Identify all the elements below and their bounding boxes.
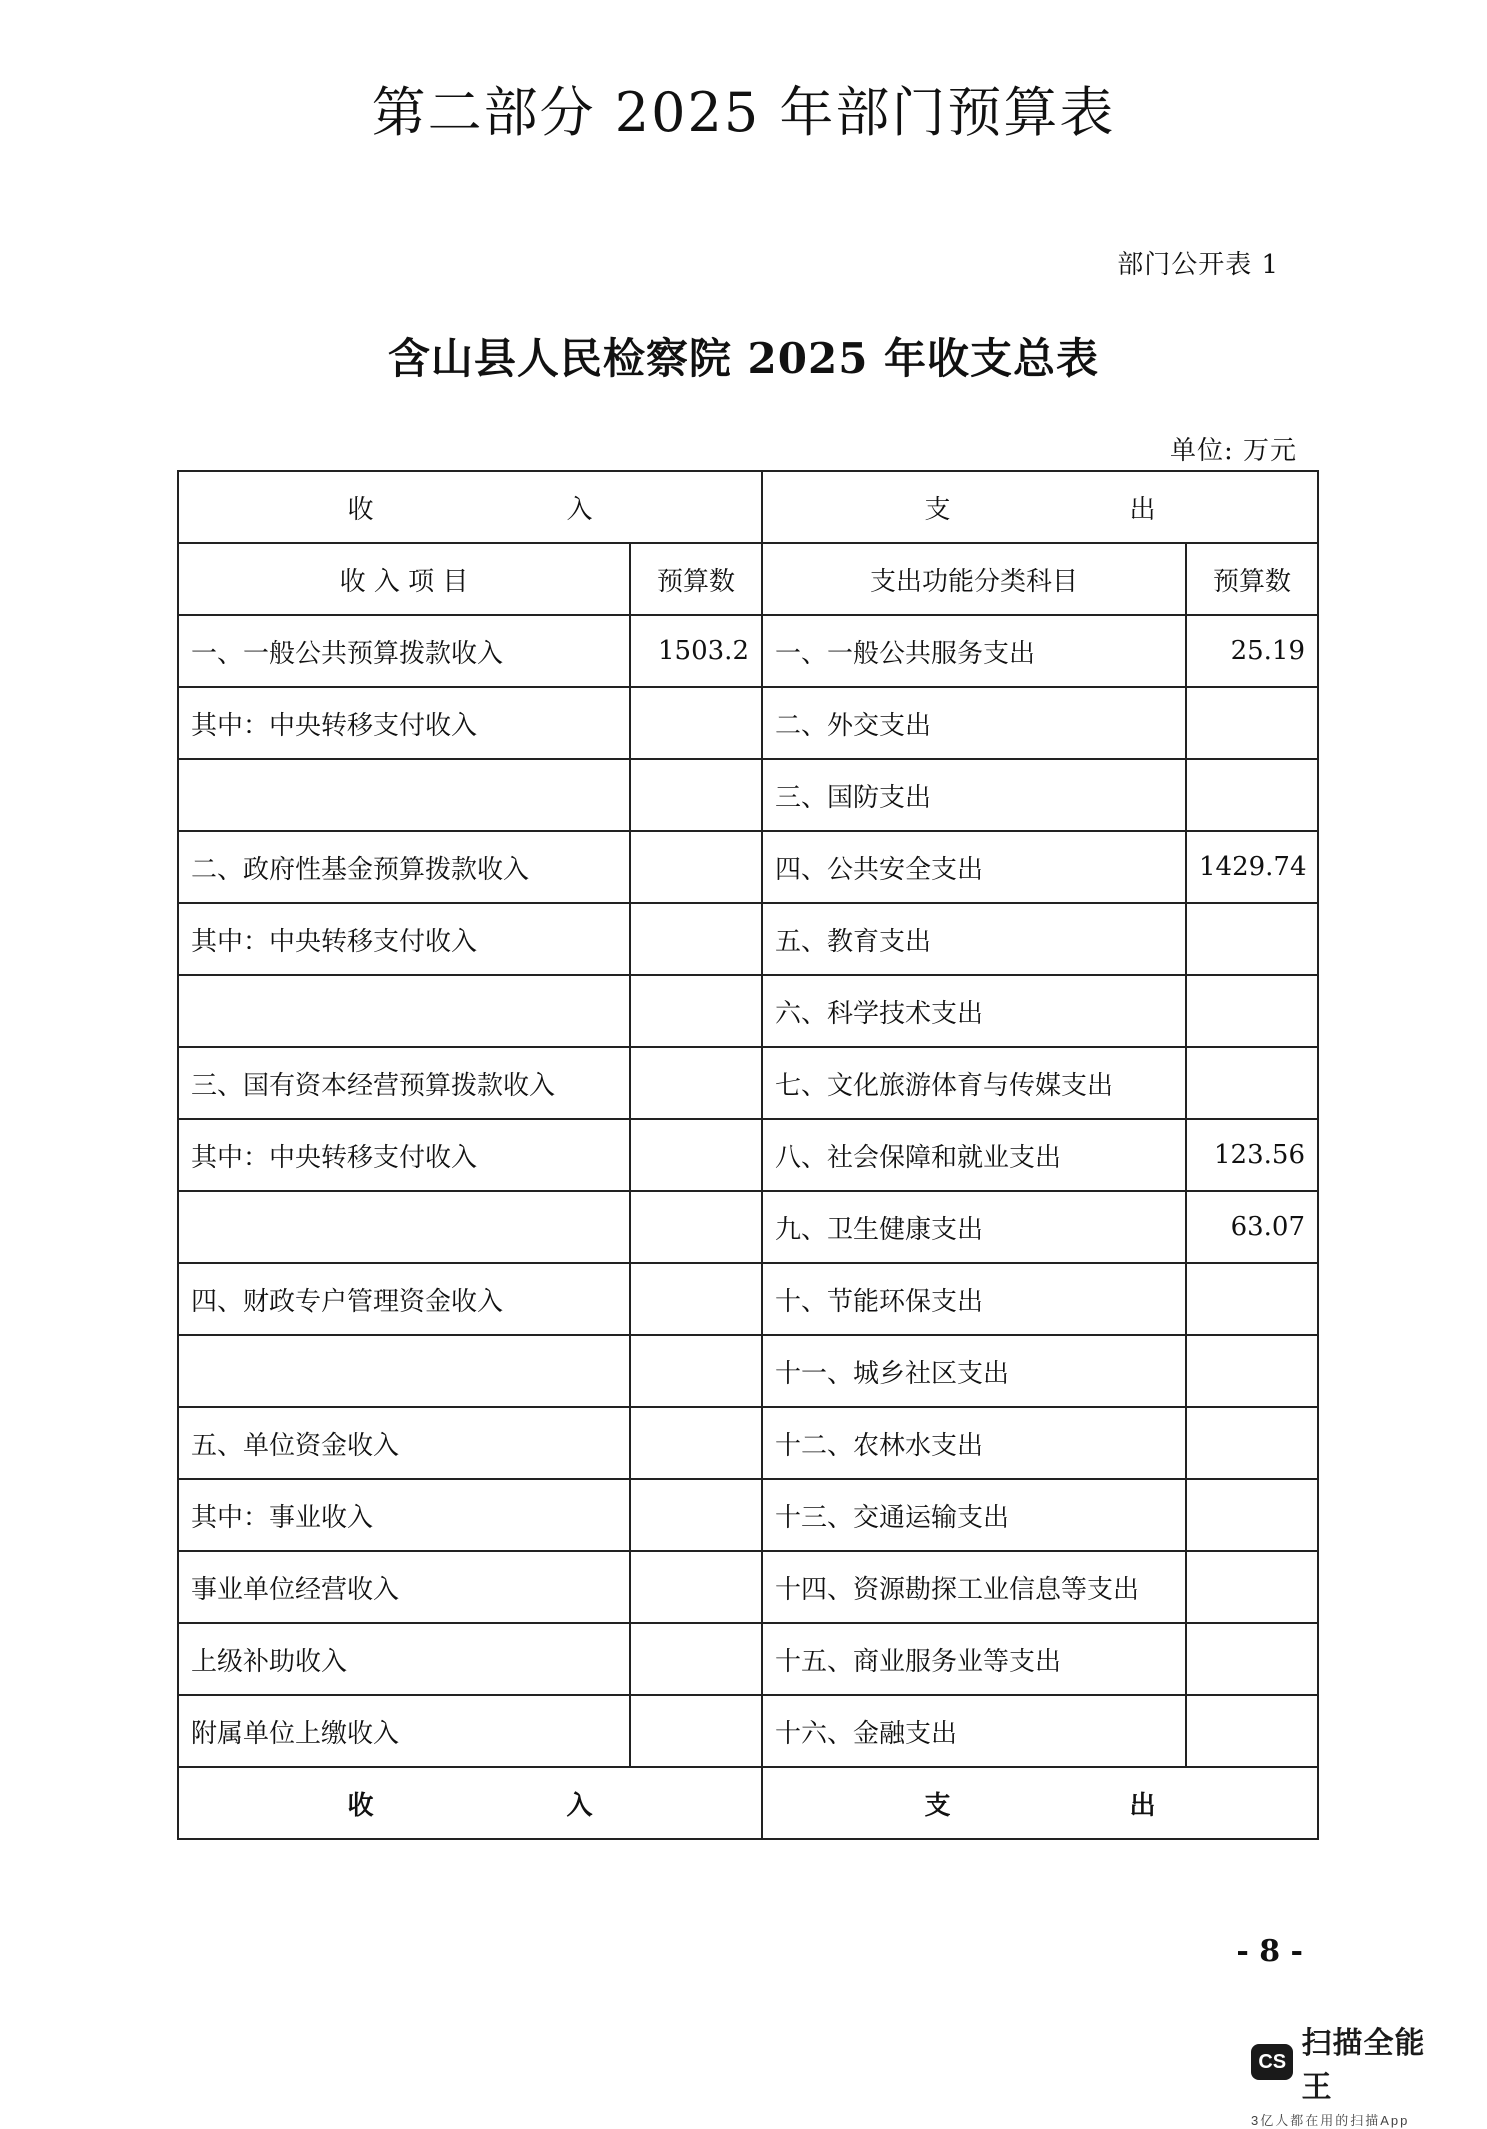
expense-value-cell: 25.19 bbox=[1186, 615, 1318, 687]
expense-value-cell bbox=[1186, 1695, 1318, 1767]
income-item-cell: 一、一般公共预算拨款收入 bbox=[178, 615, 630, 687]
expense-value-cell bbox=[1186, 1551, 1318, 1623]
table-row bbox=[178, 1551, 1318, 1623]
table-row bbox=[178, 1407, 1318, 1479]
expense-header-char-1: 支 bbox=[924, 494, 951, 525]
watermark-slogan: 3亿人都在用的扫描App bbox=[1251, 2113, 1410, 2128]
expense-footer-header bbox=[762, 1767, 1318, 1839]
expense-value-cell bbox=[1186, 1479, 1318, 1551]
table-row bbox=[178, 831, 1318, 903]
table-title: 含山县人民检察院 2025 年收支总表 bbox=[387, 334, 1100, 383]
income-value-cell bbox=[630, 1479, 762, 1551]
income-footer-header bbox=[178, 1767, 762, 1839]
income-item-header: 收 入 项 目 bbox=[178, 543, 630, 615]
expense-item-cell: 四、公共安全支出 bbox=[762, 831, 1186, 903]
footer-section-row bbox=[178, 1767, 1318, 1839]
income-value-cell bbox=[630, 1191, 762, 1263]
table-row bbox=[178, 1335, 1318, 1407]
expense-item-cell: 十一、城乡社区支出 bbox=[762, 1335, 1186, 1407]
income-item-cell: 上级补助收入 bbox=[178, 1623, 630, 1695]
expense-value-cell bbox=[1186, 759, 1318, 831]
expense-item-cell: 十六、金融支出 bbox=[762, 1695, 1186, 1767]
table-row bbox=[178, 687, 1318, 759]
income-budget-header: 预算数 bbox=[630, 543, 762, 615]
expense-item-cell: 十五、商业服务业等支出 bbox=[762, 1623, 1186, 1695]
income-item-cell: 其中：事业收入 bbox=[178, 1479, 630, 1551]
income-value-cell: 1503.2 bbox=[630, 615, 762, 687]
expense-value-cell bbox=[1186, 903, 1318, 975]
table-row bbox=[178, 1119, 1318, 1191]
column-header-row bbox=[178, 543, 1318, 615]
expense-value-cell bbox=[1186, 1047, 1318, 1119]
income-header-char-2: 入 bbox=[566, 494, 593, 525]
expense-item-cell: 六、科学技术支出 bbox=[762, 975, 1186, 1047]
table-row bbox=[178, 615, 1318, 687]
income-item-cell: 其中：中央转移支付收入 bbox=[178, 687, 630, 759]
income-value-cell bbox=[630, 1551, 762, 1623]
table-row bbox=[178, 903, 1318, 975]
income-item-cell: 五、单位资金收入 bbox=[178, 1407, 630, 1479]
income-value-cell bbox=[630, 1407, 762, 1479]
expense-section-header bbox=[762, 471, 1318, 543]
income-value-cell bbox=[630, 975, 762, 1047]
table-row bbox=[178, 1479, 1318, 1551]
page-number: - 8 - bbox=[1236, 1934, 1303, 1969]
income-item-cell: 其中：中央转移支付收入 bbox=[178, 903, 630, 975]
watermark-brand-row bbox=[1251, 2018, 1451, 2106]
table-row bbox=[178, 1191, 1318, 1263]
camscanner-logo-icon: CS bbox=[1251, 2044, 1293, 2080]
expense-footer-char-2: 出 bbox=[1129, 1790, 1156, 1821]
income-value-cell bbox=[630, 1047, 762, 1119]
income-value-cell bbox=[630, 1335, 762, 1407]
income-footer-char-2: 入 bbox=[566, 1790, 593, 1821]
watermark-brand: 扫描全能王 bbox=[1301, 2027, 1426, 2104]
unit-label: 单位: 万元 bbox=[1169, 436, 1297, 466]
expense-value-cell bbox=[1186, 1335, 1318, 1407]
expense-item-cell: 五、教育支出 bbox=[762, 903, 1186, 975]
expense-value-cell: 123.56 bbox=[1186, 1119, 1318, 1191]
budget-table-body bbox=[178, 471, 1318, 1839]
expense-item-cell: 九、卫生健康支出 bbox=[762, 1191, 1186, 1263]
table-row bbox=[178, 1695, 1318, 1767]
section-header-row bbox=[178, 471, 1318, 543]
income-item-cell: 附属单位上缴收入 bbox=[178, 1695, 630, 1767]
income-item-cell: 其中：中央转移支付收入 bbox=[178, 1119, 630, 1191]
income-item-cell bbox=[178, 1335, 630, 1407]
table-row bbox=[178, 1047, 1318, 1119]
income-value-cell bbox=[630, 1695, 762, 1767]
expense-value-cell bbox=[1186, 1407, 1318, 1479]
table-number: 部门公开表 1 bbox=[1117, 250, 1279, 280]
income-value-cell bbox=[630, 1119, 762, 1191]
income-section-header bbox=[178, 471, 762, 543]
table-row bbox=[178, 759, 1318, 831]
expense-value-cell bbox=[1186, 975, 1318, 1047]
expense-item-cell: 七、文化旅游体育与传媒支出 bbox=[762, 1047, 1186, 1119]
income-item-cell: 四、财政专户管理资金收入 bbox=[178, 1263, 630, 1335]
income-value-cell bbox=[630, 1623, 762, 1695]
table-row bbox=[178, 1263, 1318, 1335]
expense-budget-header: 预算数 bbox=[1186, 543, 1318, 615]
expense-item-cell: 十四、资源勘探工业信息等支出 bbox=[762, 1551, 1186, 1623]
income-item-cell: 事业单位经营收入 bbox=[178, 1551, 630, 1623]
expense-value-cell bbox=[1186, 687, 1318, 759]
scanner-watermark bbox=[1251, 2018, 1451, 2129]
expense-item-cell: 一、一般公共服务支出 bbox=[762, 615, 1186, 687]
income-value-cell bbox=[630, 1263, 762, 1335]
expense-item-header: 支出功能分类科目 bbox=[762, 543, 1186, 615]
part-title: 第二部分 2025 年部门预算表 bbox=[371, 81, 1116, 144]
income-item-cell bbox=[178, 1191, 630, 1263]
income-footer-char-1: 收 bbox=[347, 1790, 374, 1821]
income-value-cell bbox=[630, 903, 762, 975]
income-value-cell bbox=[630, 687, 762, 759]
expense-value-cell bbox=[1186, 1263, 1318, 1335]
income-value-cell bbox=[630, 759, 762, 831]
expense-header-char-2: 出 bbox=[1129, 494, 1156, 525]
expense-item-cell: 十、节能环保支出 bbox=[762, 1263, 1186, 1335]
income-item-cell: 三、国有资本经营预算拨款收入 bbox=[178, 1047, 630, 1119]
income-header-char-1: 收 bbox=[347, 494, 374, 525]
income-item-cell bbox=[178, 759, 630, 831]
expense-value-cell: 63.07 bbox=[1186, 1191, 1318, 1263]
expense-item-cell: 八、社会保障和就业支出 bbox=[762, 1119, 1186, 1191]
income-item-cell bbox=[178, 975, 630, 1047]
expense-value-cell bbox=[1186, 1623, 1318, 1695]
expense-footer-char-1: 支 bbox=[924, 1790, 951, 1821]
income-value-cell bbox=[630, 831, 762, 903]
expense-item-cell: 十三、交通运输支出 bbox=[762, 1479, 1186, 1551]
table-row bbox=[178, 975, 1318, 1047]
expense-item-cell: 十二、农林水支出 bbox=[762, 1407, 1186, 1479]
expense-item-cell: 二、外交支出 bbox=[762, 687, 1186, 759]
expense-item-cell: 三、国防支出 bbox=[762, 759, 1186, 831]
income-item-cell: 二、政府性基金预算拨款收入 bbox=[178, 831, 630, 903]
budget-table bbox=[177, 470, 1319, 1840]
expense-value-cell: 1429.74 bbox=[1186, 831, 1318, 903]
table-row bbox=[178, 1623, 1318, 1695]
